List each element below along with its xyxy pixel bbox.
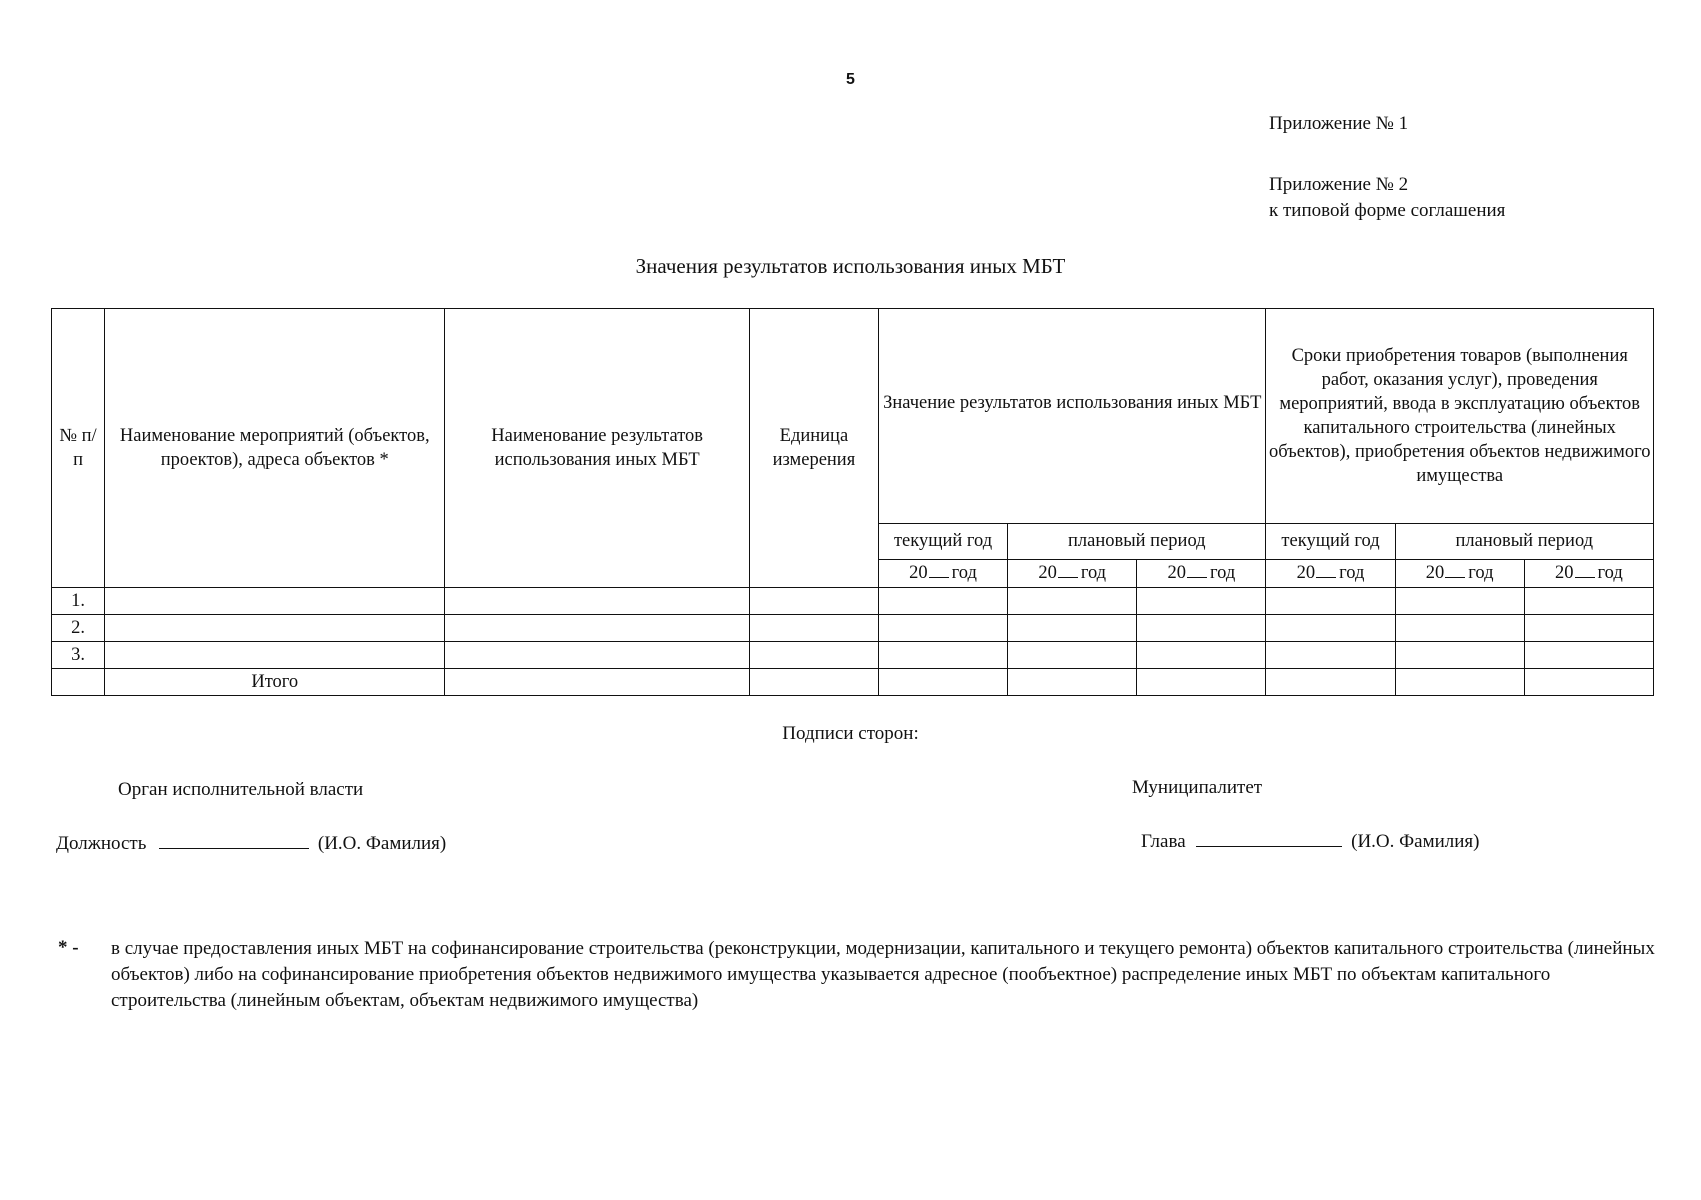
year-blank <box>1445 563 1465 578</box>
table-cell[interactable] <box>749 615 878 642</box>
year-prefix: 20 <box>1296 563 1316 584</box>
year-prefix: 20 <box>1167 563 1186 584</box>
footnote-mark: * - <box>58 937 79 958</box>
year-suffix: год <box>1468 563 1494 584</box>
right-signature-line <box>1141 830 1480 855</box>
annex-2-subtitle: к типовой форме соглашения <box>1269 200 1506 221</box>
header-planned-period: плановый период <box>1395 524 1653 560</box>
table-row <box>52 642 1654 669</box>
table-cell[interactable] <box>105 615 445 642</box>
table-cell[interactable] <box>749 642 878 669</box>
year-blank <box>1575 563 1595 578</box>
table-cell[interactable] <box>105 642 445 669</box>
table-cell[interactable] <box>1395 642 1524 669</box>
table-cell[interactable] <box>1395 588 1524 615</box>
table-cell[interactable] <box>1524 588 1653 615</box>
table-cell[interactable] <box>1266 615 1395 642</box>
table-cell[interactable] <box>445 615 749 642</box>
header-results: Наименование результатов использования иных МБТ <box>445 309 749 588</box>
year-cell <box>1137 560 1266 588</box>
header-events: Наименование мероприятий (объектов, проектов), адреса объектов * <box>105 309 445 588</box>
year-cell <box>1266 560 1395 588</box>
table-cell <box>52 669 105 696</box>
table-cell[interactable] <box>1137 669 1266 696</box>
year-blank <box>1187 563 1207 578</box>
table-cell[interactable] <box>1137 615 1266 642</box>
header-num: № п/п <box>52 309 105 588</box>
table-cell[interactable] <box>878 588 1007 615</box>
year-prefix: 20 <box>1038 563 1057 584</box>
table-cell[interactable] <box>105 588 445 615</box>
table-cell[interactable] <box>1137 588 1266 615</box>
header-terms-group: Сроки приобретения товаров (выполнения работ, оказания услуг), проведения мероприятий, ввода в эксплуатацию объектов капитального строительства (линейных объектов), приобретения объектов недвижимого имущества <box>1266 309 1654 524</box>
table-row <box>52 588 1654 615</box>
year-suffix: год <box>1597 563 1623 584</box>
header-planned-period: плановый период <box>1008 524 1266 560</box>
document-title: Значения результатов использования иных МБТ <box>635 254 1066 278</box>
table-cell[interactable] <box>878 669 1007 696</box>
table-cell[interactable] <box>1395 615 1524 642</box>
table-cell[interactable] <box>1395 669 1524 696</box>
table-cell[interactable] <box>1008 642 1137 669</box>
year-suffix: год <box>1339 563 1365 584</box>
year-suffix: год <box>1080 563 1107 584</box>
row-num: 2. <box>52 615 105 642</box>
year-blank <box>1316 563 1336 578</box>
year-prefix: 20 <box>909 563 928 584</box>
signature-field[interactable] <box>159 834 309 849</box>
right-name-label: (И.О. Фамилия) <box>1351 831 1480 852</box>
year-cell <box>878 560 1007 588</box>
table-cell[interactable] <box>1266 669 1395 696</box>
table-cell[interactable] <box>1008 588 1137 615</box>
table-cell[interactable] <box>1008 615 1137 642</box>
annex-1-label: Приложение № 1 <box>1269 113 1409 134</box>
left-org-label: Орган исполнительной власти <box>118 779 364 800</box>
table-cell[interactable] <box>1266 642 1395 669</box>
table-cell[interactable] <box>445 642 749 669</box>
year-suffix: год <box>1209 563 1236 584</box>
year-prefix: 20 <box>1555 563 1574 584</box>
table-cell[interactable] <box>1524 642 1653 669</box>
page-number: 5 <box>846 71 855 88</box>
row-num: 3. <box>52 642 105 669</box>
year-prefix: 20 <box>1425 563 1445 584</box>
table-cell[interactable] <box>1266 588 1395 615</box>
signature-field[interactable] <box>1196 832 1342 847</box>
table-cell[interactable] <box>445 669 749 696</box>
table-cell[interactable] <box>878 615 1007 642</box>
year-cell <box>1395 560 1524 588</box>
table-row <box>52 615 1654 642</box>
table-cell[interactable] <box>749 588 878 615</box>
header-current-year: текущий год <box>878 524 1007 560</box>
left-name-label: (И.О. Фамилия) <box>317 833 447 854</box>
total-row <box>52 669 1654 696</box>
table-cell[interactable] <box>1524 669 1653 696</box>
year-blank <box>929 563 949 578</box>
signatures-heading: Подписи сторон: <box>782 723 919 744</box>
year-cell <box>1524 560 1653 588</box>
year-suffix: год <box>951 563 977 584</box>
year-cell <box>1008 560 1137 588</box>
header-current-year: текущий год <box>1266 524 1395 560</box>
header-values-group: Значение результатов использования иных МБТ <box>878 309 1265 524</box>
right-org-label: Муниципалитет <box>1132 777 1263 798</box>
results-table <box>51 308 1654 696</box>
row-num: 1. <box>52 588 105 615</box>
table-cell[interactable] <box>1524 615 1653 642</box>
left-position-label: Должность <box>56 833 147 854</box>
header-unit: Единица измерения <box>749 309 878 588</box>
total-label: Итого <box>105 669 445 696</box>
left-signature-line <box>56 832 446 857</box>
right-position-label: Глава <box>1141 831 1186 852</box>
year-blank <box>1058 563 1078 578</box>
table-cell[interactable] <box>1137 642 1266 669</box>
annex-2-label: Приложение № 2 <box>1269 174 1409 195</box>
table-cell[interactable] <box>749 669 878 696</box>
footnote-text: в случае предоставления иных МБТ на софинансирование строительства (реконструкции, модернизации, капитального и текущего ремонта) объектов капитального строительства (линейных объектов) либо на софинансирование приобретения объектов недвижимого имущества указывается адресное (пообъектное) распределение иных МБТ по объектам капитального строительства (линейным объектам, объектам недвижимого имущества) <box>111 938 1655 1011</box>
table-cell[interactable] <box>878 642 1007 669</box>
table-cell[interactable] <box>1008 669 1137 696</box>
table-cell[interactable] <box>445 588 749 615</box>
